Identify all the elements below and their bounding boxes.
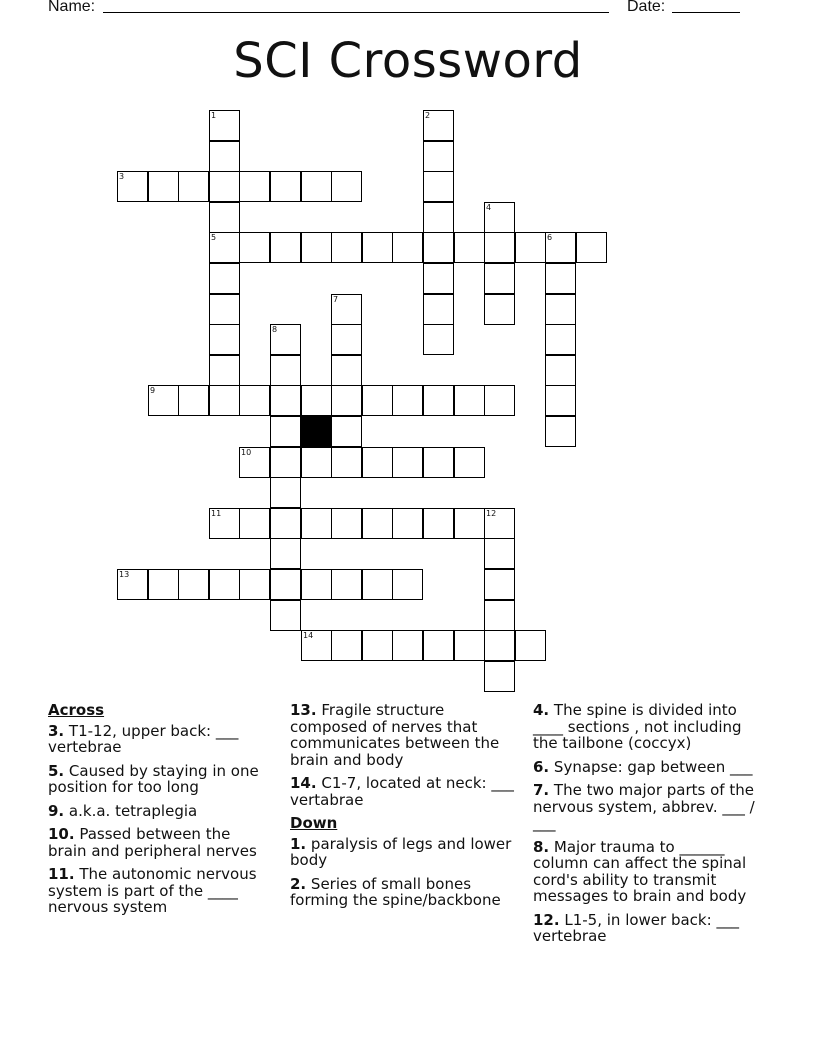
clue-across-11 <box>48 866 268 916</box>
grid-cell[interactable] <box>484 600 515 631</box>
grid-cell[interactable] <box>117 171 148 202</box>
grid-cell[interactable] <box>239 232 270 263</box>
grid-cell[interactable] <box>423 171 454 202</box>
grid-cell[interactable] <box>484 232 515 263</box>
grid-cell[interactable] <box>270 385 301 416</box>
cell-number: 11 <box>211 509 222 518</box>
grid-cell[interactable] <box>484 508 515 539</box>
grid-cell[interactable] <box>270 508 301 539</box>
grid-cell[interactable] <box>484 385 515 416</box>
black-square <box>301 416 332 447</box>
grid-cell[interactable] <box>484 569 515 600</box>
name-label: Name: <box>48 0 96 15</box>
grid-cell[interactable] <box>515 232 546 263</box>
clue-text: Passed between the brain and peripheral nerves <box>48 825 257 860</box>
clue-text: L1-5, in lower back: ___ vertebrae <box>533 910 739 945</box>
grid-cell[interactable] <box>362 569 393 600</box>
grid-cell[interactable] <box>209 110 240 141</box>
grid-cell[interactable] <box>178 385 209 416</box>
grid-cell[interactable] <box>270 324 301 355</box>
grid-cell[interactable] <box>209 141 240 172</box>
grid-cell[interactable] <box>576 232 607 263</box>
cell-number: 9 <box>150 386 156 395</box>
clue-column-2 <box>290 702 515 916</box>
clue-text: T1-12, upper back: ___ vertebrae <box>48 721 239 756</box>
grid-cell[interactable] <box>270 447 301 478</box>
grid-cell[interactable] <box>392 385 423 416</box>
grid-cell[interactable] <box>423 294 454 325</box>
grid-cell[interactable] <box>362 630 393 661</box>
grid-cell[interactable] <box>331 630 362 661</box>
grid-cell[interactable] <box>209 202 240 233</box>
clue-number: 1. <box>290 834 307 853</box>
clue-text: a.k.a. tetraplegia <box>68 801 198 820</box>
clue-down-7 <box>533 782 758 832</box>
grid-cell[interactable] <box>209 171 240 202</box>
clue-down-6 <box>533 759 758 776</box>
grid-cell[interactable] <box>117 569 148 600</box>
clue-text: The autonomic nervous system is part of the ____ nervous system <box>48 865 257 916</box>
grid-cell[interactable] <box>239 385 270 416</box>
grid-cell[interactable] <box>392 232 423 263</box>
cell-number: 5 <box>211 233 217 242</box>
grid-cell[interactable] <box>484 202 515 233</box>
clue-number: 12. <box>533 910 560 929</box>
grid-cell[interactable] <box>454 630 485 661</box>
grid-cell[interactable] <box>454 385 485 416</box>
grid-cell[interactable] <box>301 171 332 202</box>
clue-text: Major trauma to ______ column can affect the spinal cord's ability to transmit messages to brain and body <box>533 837 747 905</box>
cell-number: 13 <box>119 570 130 579</box>
cell-number: 6 <box>547 233 553 242</box>
grid-cell[interactable] <box>484 294 515 325</box>
clue-across-10 <box>48 826 268 859</box>
grid-cell[interactable] <box>301 508 332 539</box>
grid-cell[interactable] <box>239 569 270 600</box>
grid-cell[interactable] <box>331 232 362 263</box>
clue-across-5 <box>48 763 268 796</box>
grid-cell[interactable] <box>484 630 515 661</box>
grid-cell[interactable] <box>423 324 454 355</box>
grid-cell[interactable] <box>331 508 362 539</box>
grid-cell[interactable] <box>545 355 576 386</box>
grid-cell[interactable] <box>362 385 393 416</box>
grid-cell[interactable] <box>301 630 332 661</box>
grid-cell[interactable] <box>270 355 301 386</box>
grid-cell[interactable] <box>484 263 515 294</box>
grid-cell[interactable] <box>301 569 332 600</box>
grid-cell[interactable] <box>301 447 332 478</box>
grid-cell[interactable] <box>209 324 240 355</box>
grid-cell[interactable] <box>331 171 362 202</box>
grid-cell[interactable] <box>239 171 270 202</box>
grid-cell[interactable] <box>148 385 179 416</box>
clue-text: Series of small bones forming the spine/backbone <box>290 874 501 909</box>
grid-cell[interactable] <box>454 232 485 263</box>
clue-column-1 <box>48 702 268 923</box>
clue-number: 5. <box>48 761 65 780</box>
grid-cell[interactable] <box>331 385 362 416</box>
clue-text: The two major parts of the nervous system, abbrev. ___ / ___ <box>533 781 755 832</box>
cell-number: 14 <box>303 631 314 640</box>
grid-cell[interactable] <box>484 661 515 692</box>
grid-cell[interactable] <box>484 538 515 569</box>
grid-cell[interactable] <box>423 508 454 539</box>
grid-cell[interactable] <box>209 355 240 386</box>
grid-cell[interactable] <box>331 416 362 447</box>
grid-cell[interactable] <box>423 141 454 172</box>
grid-cell[interactable] <box>545 416 576 447</box>
clue-text: The spine is divided into ____ sections , not including the tailbone (coccyx) <box>533 701 742 752</box>
grid-cell[interactable] <box>270 477 301 508</box>
page-title: SCI Crossword <box>233 33 583 89</box>
grid-cell[interactable] <box>209 294 240 325</box>
clue-down-12 <box>533 912 758 945</box>
grid-cell[interactable] <box>362 447 393 478</box>
grid-cell[interactable] <box>270 569 301 600</box>
grid-cell[interactable] <box>423 232 454 263</box>
clue-text: paralysis of legs and lower body <box>290 834 512 869</box>
grid-cell[interactable] <box>239 508 270 539</box>
grid-cell[interactable] <box>545 324 576 355</box>
grid-cell[interactable] <box>270 538 301 569</box>
grid-cell[interactable] <box>209 508 240 539</box>
clue-down-1 <box>290 836 515 869</box>
grid-cell[interactable] <box>423 202 454 233</box>
clue-number: 11. <box>48 865 75 883</box>
clue-down-2 <box>290 876 515 909</box>
clue-number: 7. <box>533 781 550 799</box>
cell-number: 4 <box>486 203 492 212</box>
clue-column-3 <box>533 702 758 952</box>
grid-cell[interactable] <box>454 508 485 539</box>
clue-across-13 <box>290 702 515 768</box>
grid-cell[interactable] <box>423 630 454 661</box>
grid-cell[interactable] <box>331 324 362 355</box>
grid-cell[interactable] <box>545 385 576 416</box>
grid-cell[interactable] <box>362 508 393 539</box>
grid-cell[interactable] <box>178 569 209 600</box>
clue-text: C1-7, located at neck: ___ vertabrae <box>290 774 514 809</box>
grid-cell[interactable] <box>423 263 454 294</box>
date-label: Date: <box>627 0 666 15</box>
cell-number: 10 <box>241 448 252 457</box>
clue-across-9 <box>48 803 268 820</box>
clue-number: 6. <box>533 757 550 776</box>
grid-cell[interactable] <box>239 447 270 478</box>
clue-text: Synapse: gap between ___ <box>553 757 753 776</box>
cell-number: 2 <box>425 111 431 120</box>
grid-cell[interactable] <box>545 294 576 325</box>
grid-cell[interactable] <box>392 508 423 539</box>
grid-cell[interactable] <box>331 447 362 478</box>
grid-cell[interactable] <box>270 416 301 447</box>
grid-cell[interactable] <box>392 569 423 600</box>
cell-number: 3 <box>119 172 125 181</box>
clue-down-4 <box>533 702 758 752</box>
grid-cell[interactable] <box>331 294 362 325</box>
grid-cell[interactable] <box>209 385 240 416</box>
grid-cell[interactable] <box>515 630 546 661</box>
grid-cell[interactable] <box>209 263 240 294</box>
grid-cell[interactable] <box>331 569 362 600</box>
grid-cell[interactable] <box>331 355 362 386</box>
clue-down-8 <box>533 839 758 905</box>
grid-cell[interactable] <box>423 447 454 478</box>
clue-across-14 <box>290 775 515 808</box>
cell-number: 1 <box>211 111 217 120</box>
grid-cell[interactable] <box>545 263 576 294</box>
clue-number: 14. <box>290 774 317 792</box>
grid-cell[interactable] <box>362 232 393 263</box>
down-heading: Down <box>290 814 338 832</box>
grid-cell[interactable] <box>178 171 209 202</box>
clue-text: Caused by staying in one position for too long <box>48 761 259 796</box>
grid-cell[interactable] <box>392 447 423 478</box>
grid-cell[interactable] <box>301 385 332 416</box>
grid-cell[interactable] <box>209 569 240 600</box>
grid-cell[interactable] <box>270 232 301 263</box>
grid-cell[interactable] <box>148 569 179 600</box>
grid-cell[interactable] <box>148 171 179 202</box>
clue-number: 4. <box>533 701 550 719</box>
grid-cell[interactable] <box>454 447 485 478</box>
grid-cell[interactable] <box>270 171 301 202</box>
grid-cell[interactable] <box>270 600 301 631</box>
clue-number: 13. <box>290 701 317 719</box>
grid-cell[interactable] <box>545 232 576 263</box>
clue-across-3 <box>48 723 268 756</box>
clue-number: 2. <box>290 874 307 893</box>
clue-number: 9. <box>48 801 65 820</box>
grid-cell[interactable] <box>423 110 454 141</box>
clue-number: 3. <box>48 721 65 740</box>
grid-cell[interactable] <box>301 232 332 263</box>
cell-number: 12 <box>486 509 497 518</box>
grid-cell[interactable] <box>423 385 454 416</box>
grid-cell[interactable] <box>209 232 240 263</box>
clue-number: 10. <box>48 825 75 843</box>
clue-text: Fragile structure composed of nerves that communicates between the brain and body <box>290 701 500 769</box>
across-heading: Across <box>48 701 105 719</box>
clue-number: 8. <box>533 837 550 856</box>
grid-cell[interactable] <box>392 630 423 661</box>
cell-number: 8 <box>272 325 278 334</box>
cell-number: 7 <box>333 295 339 304</box>
